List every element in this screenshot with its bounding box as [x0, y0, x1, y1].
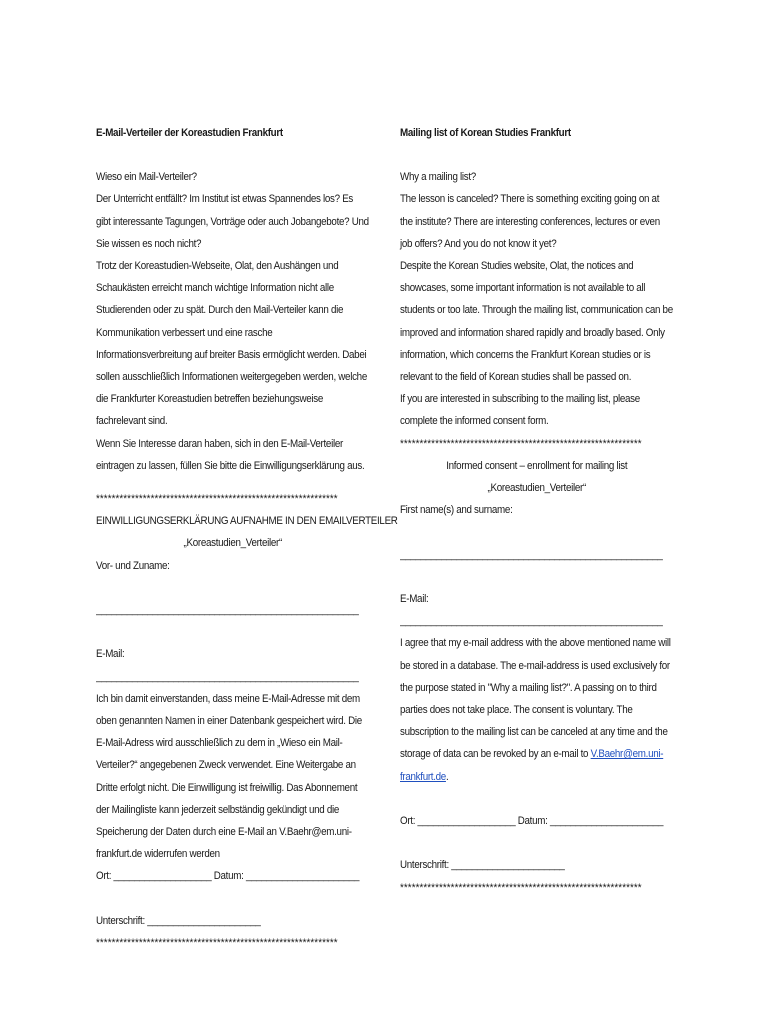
english-title: Mailing list of Korean Studies Frankfurt — [400, 127, 571, 139]
english-paragraph-1: The lesson is canceled? There is something exciting going on at the institute? There are interesting conferences, lectures or even job offers? And you do not know it yet? — [400, 193, 660, 250]
english-consent-end: . — [445, 770, 449, 783]
english-signature[interactable]: Unterschrift: ______________________ — [400, 859, 565, 872]
german-paragraph-3: Wenn Sie Interesse daran haben, sich in den E-Mail-Verteiler eintragen zu lassen, füllen Sie bitte die Einwilligungserklärung aus. — [96, 437, 365, 472]
german-title: E-Mail-Verteiler der Koreastudien Frankfurt — [96, 127, 283, 139]
english-paragraph-3: If you are interested in subscribing to the mailing list, please complete the informed consent form. — [400, 393, 640, 428]
english-question: Why a mailing list? — [400, 171, 476, 184]
german-name-label: Vor- und Zuname: — [96, 559, 170, 572]
german-signature[interactable]: Unterschrift: ______________________ — [96, 914, 261, 927]
german-column — [96, 122, 398, 954]
english-email-line[interactable]: ___________________________________________________ — [400, 615, 663, 628]
english-consent-body: I agree that my e-mail address with the above mentioned name will be stored in a database. The e-mail-address is used exclusively for the purpose stated in "Why a mailing list?". A passing on to third parties does not take place. The consent is voluntary. The subscription to the mailing list can be canceled at any time and the storage of data can be revoked by an e-mail to — [400, 637, 671, 761]
german-paragraph-1: Der Unterricht entfällt? Im Institut ist etwas Spannendes los? Es gibt interessante Tagungen, Vorträge oder auch Jobangebote? Und Sie wissen es noch nicht? — [96, 193, 369, 250]
german-place-date[interactable]: Ort: ___________________ Datum: ______________________ — [96, 870, 360, 883]
english-name-label: First name(s) and surname: — [400, 504, 513, 517]
english-paragraph-2: Despite the Korean Studies website, Olat, the notices and showcases, some important information is not available to all students or too late. Through the mailing list, communication can be improved and information shared rapidly and broadly based. Only information, which concerns the Frankfurt Korean studies or is relevant to the field of Korean studies shall be passed on. — [400, 260, 673, 384]
german-form-title: EINWILLIGUNGSERKLÄRUNG AUFNAHME IN DEN EMAILVERTEILER — [96, 515, 398, 528]
german-paragraph-2: Trotz der Koreastudien-Webseite, Olat, den Aushängen und Schaukästen erreicht manch wichtige Information nicht alle Studierenden oder zu spät. Durch den Mail-Verteiler kann die Kommunikation verbessert und eine rasche Informationsverbreitung auf breiter Basis ermöglicht werden. Dabei sollen ausschließlich Informationen weitergegeben werden, welche die Frankfurter Koreastudien betreffen beziehungsweise fachrelevant sind. — [96, 260, 367, 428]
email-link[interactable]: V.Baehr@em.uni-frankfurt.de — [400, 748, 664, 783]
english-form-title: Informed consent – enrollment for mailing list — [446, 459, 628, 472]
english-form-subtitle: „Koreastudien_Verteiler“ — [487, 482, 586, 495]
english-divider: ************************************************************** — [400, 437, 642, 450]
german-consent-text: Ich bin damit einverstanden, dass meine E-Mail-Adresse mit dem oben genannten Namen in einer Datenbank gespeichert wird. Die E-Mail-Adress wird ausschließlich zu dem in „Wieso ein Mail-Verteiler?“ angegebenen Zweck verwendet. Eine Weitergabe an Dritte erfolgt nicht. Die Einwilligung ist freiwillig. Das Abonnement der Mailingliste kann jederzeit selbständig gekündigt und die Speicherung der Daten durch eine E-Mail an V.Baehr@em.uni-frankfurt.de widerrufen werden — [96, 692, 362, 861]
english-column — [400, 122, 673, 899]
english-name-line[interactable]: ___________________________________________________ — [400, 548, 663, 561]
english-email-label: E-Mail: — [400, 593, 429, 606]
german-name-line[interactable]: ___________________________________________________ — [96, 604, 359, 617]
german-divider: ************************************************************** — [96, 493, 338, 506]
german-form-subtitle: „Koreastudien_Verteiler“ — [183, 537, 282, 550]
english-divider-end: ************************************************************** — [400, 881, 642, 894]
english-consent-text — [400, 632, 673, 787]
german-divider-end: ************************************************************** — [96, 937, 338, 950]
english-place-date[interactable]: Ort: ___________________ Datum: ______________________ — [400, 815, 664, 828]
german-email-line[interactable]: ___________________________________________________ — [96, 670, 359, 683]
german-question: Wieso ein Mail-Verteiler? — [96, 171, 197, 184]
german-email-label: E-Mail: — [96, 648, 125, 661]
